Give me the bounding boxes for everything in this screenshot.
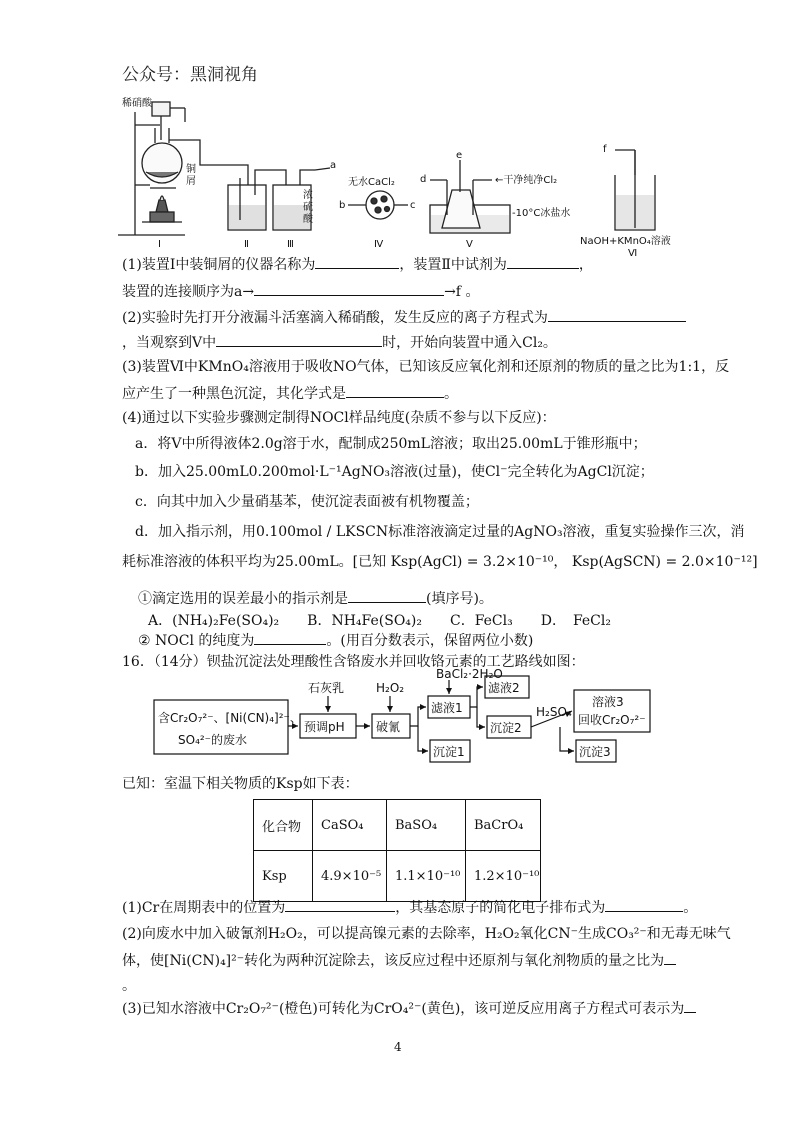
apparatus-figure <box>0 0 800 260</box>
q15-sub2: ② NOCl 的纯度为 。(用百分数表示，保留两位小数) <box>138 630 533 651</box>
label-b: b <box>339 200 346 211</box>
flow-h2o2: H₂O₂ <box>376 681 405 695</box>
device-number-3: Ⅲ <box>287 239 294 250</box>
q16-title: 16．（14分）钡盐沉淀法处理酸性含铬废水并回收铬元素的工艺路线如图： <box>122 654 585 670</box>
device-number-6: Ⅵ <box>628 248 638 259</box>
answer-blank[interactable] <box>684 998 696 1013</box>
flow-precip3: 沉淀3 <box>579 745 611 759</box>
table-cell: 1.1×10⁻¹⁰ <box>387 851 466 902</box>
flow-feed-line1: 含Cr₂O₇²⁻、[Ni(CN)₄]²⁻、 <box>158 711 302 725</box>
device-number-1: Ⅰ <box>158 239 161 250</box>
flow-solution3-line2: 回收Cr₂O₇²⁻ <box>578 713 646 727</box>
q16-part2-line2: 体，使[Ni(CN)₄]²⁻转化为两种沉淀除去，该反应过程中还原剂与氧化剂物质的量之比为 <box>122 950 676 971</box>
watermark: 公众号：黑洞视角 <box>122 65 258 85</box>
q15-step-b: b．加入25.00mL0.200mol·L⁻¹AgNO₃溶液(过量)，使Cl⁻完全转化为AgCl沉淀； <box>135 464 654 480</box>
q16-part1: (1)Cr在周期表中的位置为 ，其基态原子的简化电子排布式为 。 <box>122 897 697 918</box>
table-cell: 1.2×10⁻¹⁰ <box>466 851 541 902</box>
q15-step-d1: d．加入指示剂，用0.100mol / LKSCN标准溶液滴定过量的AgNO₃溶液，重复实验操作三次，消 <box>135 524 745 540</box>
flow-bacl2: BaCl₂·2H₂O <box>436 668 503 681</box>
flow-filtrate1: 滤液1 <box>431 701 463 715</box>
answer-blank[interactable] <box>605 897 683 912</box>
q15-step-a: a．将Ⅴ中所得液体2.0g溶于水，配制成250mL溶液；取出25.00mL于锥形瓶中； <box>135 436 647 452</box>
q15-step-d2: 耗标准溶液的体积平均为25.00mL。[已知 Ksp(AgCl) = 3.2×10⁻¹⁰， Ksp(AgSCN) = 2.0×10⁻¹²] <box>122 554 758 570</box>
q16-known: 已知：室温下相关物质的Ksp如下表： <box>122 776 359 792</box>
answer-blank[interactable] <box>216 332 382 347</box>
q15-part2-line2: ，当观察到Ⅴ中 时，开始向装置中通入Cl₂。 <box>122 332 557 353</box>
flow-filtrate2: 滤液2 <box>488 681 520 695</box>
label-conc-sulfuric-1: 浓 <box>303 190 313 201</box>
q15-part3-line2: 应产生了一种黑色沉淀，其化学式是 。 <box>122 383 458 404</box>
table-cell: CaSO₄ <box>313 800 387 851</box>
table-cell: 4.9×10⁻⁵ <box>313 851 387 902</box>
q15-step-c: c．向其中加入少量硝基苯，使沉淀表面被有机物覆盖； <box>135 494 479 510</box>
device-number-2: Ⅱ <box>244 239 249 250</box>
q15-sub1: ①滴定选用的误差最小的指示剂是 (填序号)。 <box>138 588 493 609</box>
label-dilute-nitric: 稀硝酸 <box>122 98 152 109</box>
table-cell: BaSO₄ <box>387 800 466 851</box>
label-conc-sulfuric-3: 酸 <box>303 214 313 225</box>
process-flowchart <box>0 668 800 778</box>
flow-break-cn: 破氰 <box>376 720 401 734</box>
flow-lime: 石灰乳 <box>308 681 345 695</box>
answer-blank[interactable] <box>254 630 326 645</box>
label-d: d <box>420 174 427 185</box>
flow-h2so4: H₂SO₄ <box>536 705 572 719</box>
q16-part2-line1: (2)向废水中加入破氰剂H₂O₂，可以提高镍元素的去除率，H₂O₂氧化CN⁻生成CO₃²⁻和无毒无味气 <box>122 926 731 942</box>
flow-feed-line2: SO₄²⁻的废水 <box>178 733 248 747</box>
q16-part3: (3)已知水溶液中Cr₂O₇²⁻(橙色)可转化为CrO₄²⁻(黄色)，该可逆反应用离子方程式可表示为 <box>122 998 696 1019</box>
answer-blank[interactable] <box>507 254 579 269</box>
q15-part2-line1: (2)实验时先打开分液漏斗活塞滴入稀硝酸，发生反应的离子方程式为 <box>122 307 686 328</box>
flow-precip1: 沉淀1 <box>433 745 465 759</box>
label-e: e <box>456 150 463 161</box>
ksp-table <box>253 799 541 902</box>
flow-precip2: 沉淀2 <box>490 721 522 735</box>
q16-part2-line3: 。 <box>122 978 136 994</box>
table-cell: Ksp <box>254 851 313 902</box>
q15-part4-intro: (4)通过以下实验步骤测定制得NOCl样品纯度(杂质不参与以下反应)： <box>122 410 556 426</box>
label-a: a <box>330 160 337 171</box>
table-row <box>254 800 541 851</box>
answer-blank[interactable] <box>254 281 444 296</box>
answer-blank[interactable] <box>315 254 399 269</box>
answer-blank[interactable] <box>346 383 444 398</box>
q15-options: A．(NH₄)₂Fe(SO₄)₂ B．NH₄Fe(SO₄)₂ C．FeCl₃ D． FeCl₂ <box>148 613 611 629</box>
table-row <box>254 851 541 902</box>
device-number-5: Ⅴ <box>466 239 473 250</box>
answer-blank[interactable] <box>664 950 676 965</box>
table-cell: 化合物 <box>254 800 313 851</box>
q15-part1-line2: 装置的连接顺序为a→ →f 。 <box>122 281 479 302</box>
answer-blank[interactable] <box>548 307 686 322</box>
answer-blank[interactable] <box>348 588 426 603</box>
label-ice-bath: -10°C冰盐水 <box>512 208 571 219</box>
label-cacl2: 无水CaCl₂ <box>348 177 395 188</box>
device-number-4: Ⅳ <box>374 239 384 250</box>
flow-adjust-ph: 预调pH <box>304 720 345 734</box>
page-number: 4 <box>394 1040 402 1054</box>
label-c: c <box>410 200 416 211</box>
q15-part1-line1: (1)装置Ⅰ中装铜屑的仪器名称为 ，装置Ⅱ中试剂为 ， <box>122 254 593 275</box>
q15-part3-line1: (3)装置Ⅵ中KMnO₄溶液用于吸收NO气体，已知该反应氧化剂和还原剂的物质的量之比为1:1，反 <box>122 359 730 375</box>
flow-solution3-line1: 溶液3 <box>592 695 624 709</box>
answer-blank[interactable] <box>285 897 395 912</box>
label-copper-1: 铜 <box>186 164 196 175</box>
label-conc-sulfuric-2: 硫 <box>303 202 313 213</box>
label-f: f <box>603 144 607 155</box>
label-naoh: NaOH+KMnO₄溶液 <box>580 236 671 247</box>
label-dry-cl2: ←干净纯净Cl₂ <box>495 175 558 186</box>
table-cell: BaCrO₄ <box>466 800 541 851</box>
label-copper-2: 屑 <box>186 176 196 187</box>
